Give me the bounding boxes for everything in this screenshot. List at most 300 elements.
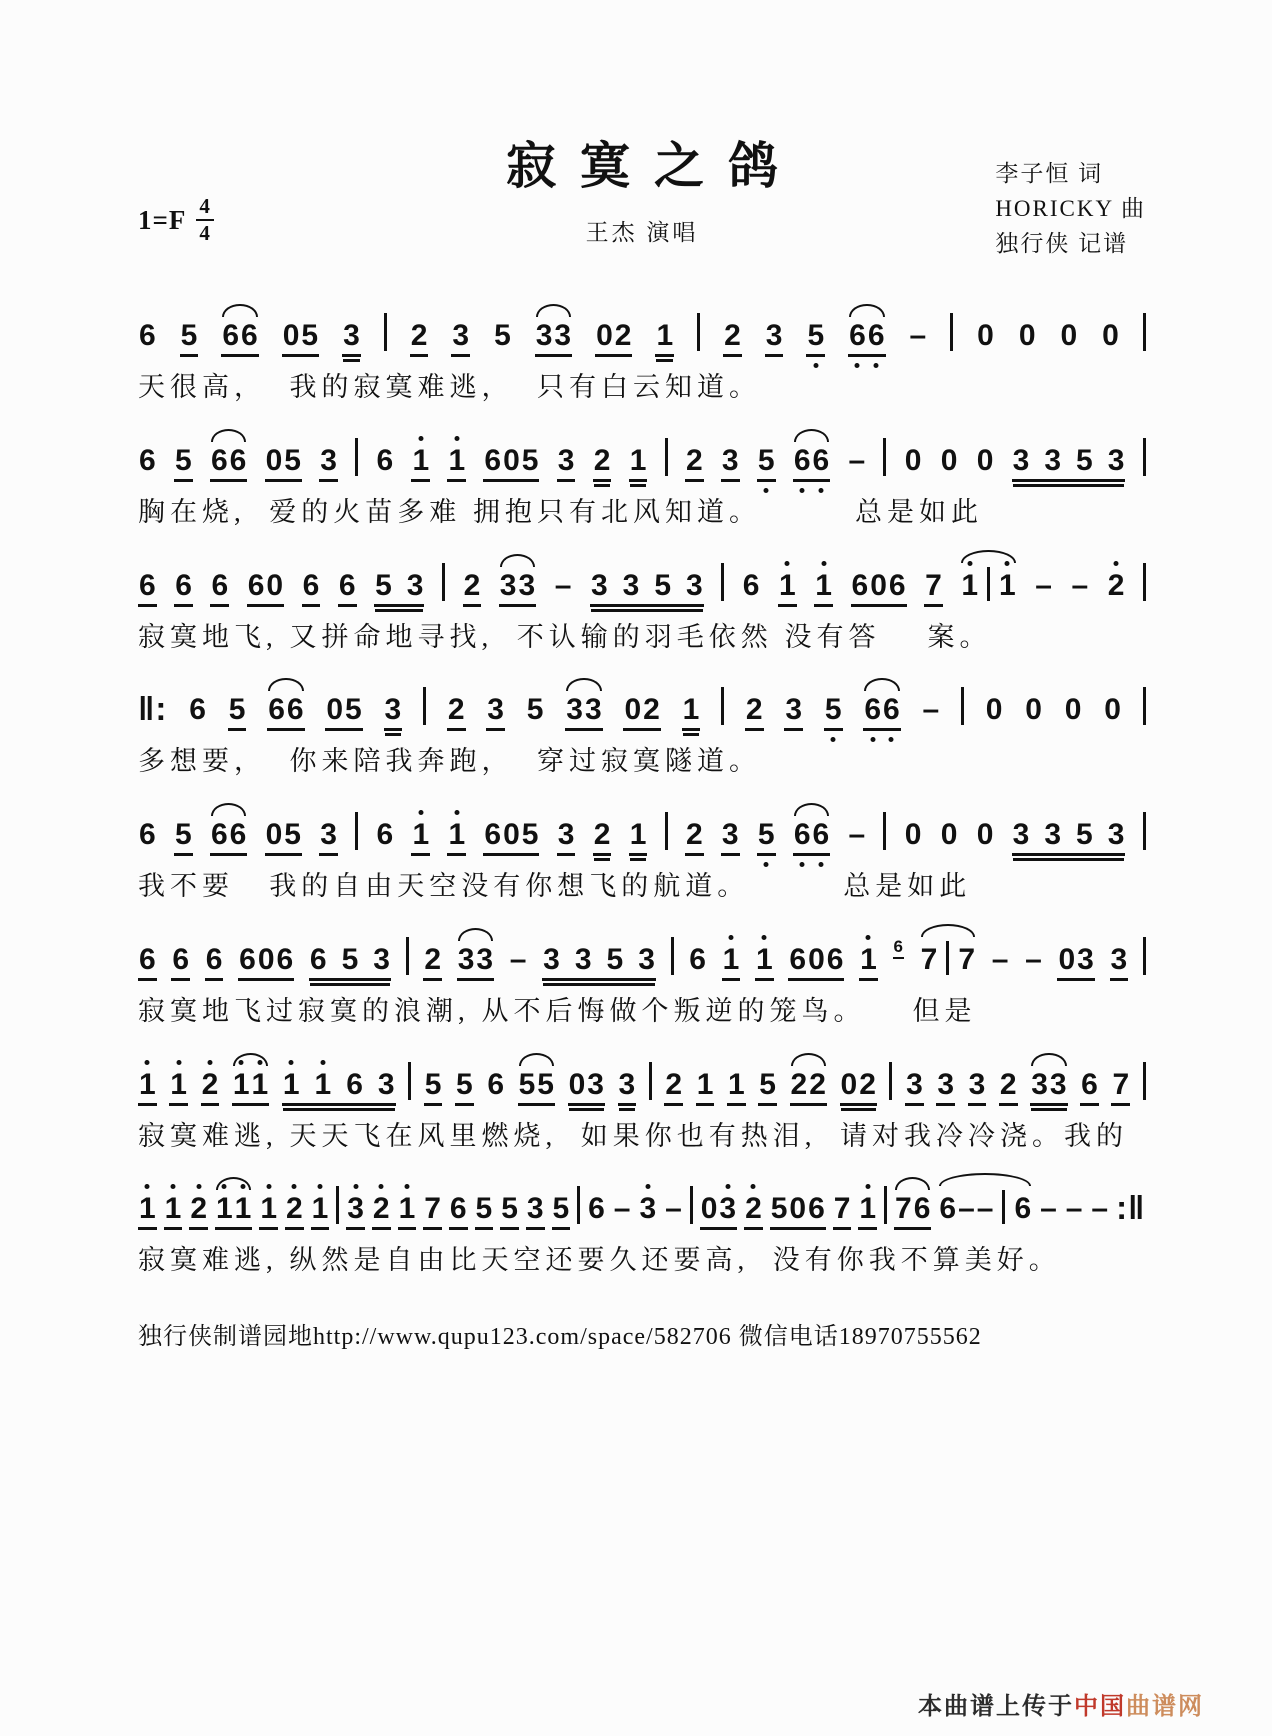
note-group bbox=[924, 568, 943, 602]
note-group bbox=[1110, 942, 1129, 976]
note-digit: 0 bbox=[1018, 319, 1036, 352]
watermark-segment: 本曲谱上传于 bbox=[918, 1694, 1074, 1720]
duration-dash: – bbox=[1091, 1192, 1109, 1226]
note-group bbox=[164, 1194, 183, 1224]
note-digit: 0 bbox=[976, 818, 994, 851]
note-digit: 1 bbox=[234, 1194, 253, 1224]
octave-dot-low bbox=[764, 488, 769, 493]
note-digit: 3 bbox=[1107, 443, 1125, 477]
octave-dot-high bbox=[418, 810, 423, 815]
octave-dot-high bbox=[257, 1060, 262, 1065]
watermark-segment: 曲谱网 bbox=[1126, 1694, 1204, 1720]
barline bbox=[406, 937, 409, 975]
note-group bbox=[221, 321, 258, 351]
note-digit: 5 bbox=[654, 568, 672, 602]
notes-row bbox=[138, 1054, 1146, 1100]
note-digit: 2 bbox=[372, 1194, 391, 1224]
note-group bbox=[169, 1067, 188, 1101]
octave-dot-high bbox=[176, 1060, 181, 1065]
note-group bbox=[1065, 1194, 1084, 1224]
note-digit: 2 bbox=[745, 693, 763, 727]
note-group bbox=[486, 1067, 505, 1101]
note-digit: 1 bbox=[398, 1194, 417, 1224]
octave-dot-low bbox=[870, 737, 875, 742]
note-group bbox=[590, 568, 704, 602]
note-digit: 0 bbox=[904, 443, 922, 477]
note-group bbox=[447, 820, 466, 850]
time-signature-numerator: 4 bbox=[196, 196, 214, 221]
note-group bbox=[905, 1067, 924, 1101]
note-digit: 5 bbox=[456, 1067, 473, 1101]
note-group bbox=[189, 1194, 208, 1224]
note-group bbox=[210, 443, 247, 477]
duration-dash: – bbox=[848, 818, 866, 851]
tie-arc bbox=[211, 803, 246, 816]
note-group bbox=[411, 820, 430, 850]
octave-dot-high bbox=[379, 1184, 384, 1189]
note-digit: 3 bbox=[557, 818, 575, 851]
duration-dash: – bbox=[509, 942, 527, 976]
octave-dot-high bbox=[762, 935, 767, 940]
note-group bbox=[848, 820, 867, 850]
note-digit: 3 bbox=[765, 319, 783, 352]
note-digit: 2 bbox=[685, 818, 703, 851]
note-group bbox=[463, 568, 482, 602]
note-digit: 6 bbox=[139, 319, 156, 352]
note-digit: 3 bbox=[1012, 818, 1030, 851]
note-group bbox=[455, 1067, 474, 1101]
note-group bbox=[247, 568, 284, 602]
note-digit: 6 bbox=[851, 568, 869, 602]
note-digit: 6 bbox=[222, 319, 240, 352]
note-digit: 1 bbox=[411, 446, 430, 476]
score-line-1 bbox=[138, 305, 1146, 405]
note-group bbox=[423, 1194, 442, 1224]
note-digit: 2 bbox=[593, 443, 611, 477]
octave-dot-high bbox=[239, 1060, 244, 1065]
note-digit: 5 bbox=[552, 1192, 570, 1226]
note-digit: 0 bbox=[265, 818, 283, 851]
note-digit: 5 bbox=[424, 1067, 442, 1101]
note-digit: 6 bbox=[268, 693, 285, 727]
note-group bbox=[848, 321, 885, 351]
note-group bbox=[1024, 695, 1043, 725]
note-digit: 1 bbox=[215, 1194, 234, 1224]
note-group bbox=[744, 1194, 763, 1224]
note-group bbox=[210, 820, 247, 850]
note-group bbox=[960, 567, 1016, 601]
note-group bbox=[593, 443, 612, 477]
note-digit: 3 bbox=[590, 568, 608, 602]
note-group bbox=[174, 568, 193, 602]
barline bbox=[384, 313, 387, 351]
octave-dot-low bbox=[813, 363, 818, 368]
tie-arc bbox=[500, 554, 535, 567]
barline bbox=[987, 567, 990, 601]
note-digit: 3 bbox=[535, 319, 553, 352]
note-group bbox=[904, 443, 923, 477]
note-digit: 5 bbox=[770, 1192, 788, 1226]
note-digit: 7 bbox=[895, 1192, 912, 1226]
note-group bbox=[688, 942, 707, 976]
note-digit: 2 bbox=[643, 693, 660, 727]
note-group bbox=[940, 820, 959, 850]
note-group bbox=[259, 1194, 278, 1224]
octave-dot-high bbox=[1005, 561, 1010, 566]
note-digit: 1 bbox=[169, 1070, 188, 1100]
score-line-3 bbox=[138, 555, 1146, 655]
note-digit: 6 bbox=[338, 568, 356, 602]
note-digit: 0 bbox=[282, 319, 300, 352]
note-digit: 6 bbox=[175, 568, 192, 602]
note-group bbox=[500, 1194, 519, 1224]
note-digit: 0 bbox=[977, 319, 994, 352]
note-digit: 0 bbox=[568, 1067, 586, 1101]
note-digit: 5 bbox=[757, 446, 776, 476]
key-time-signature bbox=[138, 196, 214, 244]
note-group bbox=[1018, 321, 1037, 351]
note-digit: 0 bbox=[1104, 693, 1121, 727]
page-content bbox=[138, 0, 1146, 1351]
note-group bbox=[1107, 568, 1126, 602]
note-digit: 0 bbox=[700, 1192, 718, 1226]
score-line-4 bbox=[138, 679, 1146, 779]
octave-dot-high bbox=[222, 1184, 227, 1189]
note-digit: 5 bbox=[606, 942, 624, 976]
note-digit: 3 bbox=[584, 693, 602, 727]
note-group bbox=[758, 1067, 777, 1101]
note-digit: 6 bbox=[808, 1192, 825, 1226]
tie-arc bbox=[566, 678, 601, 691]
note-group bbox=[685, 820, 704, 850]
note-digit: 6 bbox=[848, 321, 867, 351]
note-digit: 3 bbox=[968, 1067, 986, 1101]
barline bbox=[649, 1062, 652, 1100]
barline bbox=[950, 313, 953, 351]
time-signature bbox=[196, 196, 214, 244]
note-digit: 0 bbox=[904, 818, 922, 851]
note-digit: 6 bbox=[210, 443, 228, 477]
note-digit: 6 bbox=[139, 568, 156, 602]
note-digit: 6 bbox=[139, 818, 156, 851]
note-group bbox=[138, 321, 157, 351]
note-group bbox=[814, 568, 833, 602]
note-digit: 6 bbox=[484, 818, 502, 851]
note-digit: 3 bbox=[721, 818, 739, 851]
note-group bbox=[685, 443, 704, 477]
barline bbox=[336, 1186, 339, 1224]
note-group bbox=[411, 443, 430, 477]
note-digit: 0 bbox=[257, 942, 275, 976]
note-group bbox=[863, 695, 900, 725]
note-digit: 3 bbox=[543, 942, 560, 976]
note-group bbox=[424, 1067, 443, 1101]
grace-note: 6 bbox=[893, 937, 904, 959]
note-digit: 3 bbox=[320, 443, 337, 477]
note-group bbox=[483, 820, 539, 850]
note-group bbox=[499, 568, 536, 602]
octave-dot-low bbox=[818, 862, 823, 867]
tie-arc bbox=[791, 1053, 826, 1066]
lyrics-line: 寂寞地飞, 又拼命地寻找, 不认输的羽毛依然 没有答 案。 bbox=[138, 621, 992, 652]
note-digit: 2 bbox=[809, 1067, 826, 1101]
note-group bbox=[833, 1194, 852, 1224]
note-digit: 0 bbox=[1060, 319, 1078, 352]
note-group bbox=[342, 321, 361, 351]
note-digit: 6 bbox=[286, 693, 304, 727]
note-group bbox=[1080, 1067, 1099, 1101]
note-group bbox=[1012, 443, 1126, 477]
barline bbox=[889, 1062, 892, 1100]
octave-dot-high bbox=[866, 935, 871, 940]
note-group bbox=[174, 820, 193, 850]
note-group bbox=[1103, 695, 1122, 725]
note-group bbox=[700, 1194, 737, 1224]
note-digit: 0 bbox=[326, 693, 344, 727]
note-group bbox=[302, 568, 321, 602]
note-digit: 2 bbox=[614, 319, 632, 352]
notes-row bbox=[138, 555, 1146, 601]
notes-row bbox=[138, 305, 1146, 351]
tie-arc bbox=[895, 1177, 930, 1190]
note-group bbox=[778, 568, 797, 602]
note-group bbox=[535, 321, 572, 351]
note-group bbox=[282, 321, 319, 351]
tie-arc bbox=[211, 429, 246, 442]
note-group bbox=[447, 443, 466, 477]
barline bbox=[690, 1186, 693, 1224]
note-group bbox=[138, 1194, 157, 1224]
barline bbox=[442, 563, 445, 601]
note-digit: 3 bbox=[937, 1067, 955, 1101]
barline bbox=[355, 812, 358, 850]
barline bbox=[665, 438, 668, 476]
note-digit: 3 bbox=[785, 693, 803, 727]
note-digit: 7 bbox=[925, 568, 942, 602]
note-digit: 3 bbox=[384, 693, 402, 727]
tie-arc bbox=[222, 304, 257, 317]
note-digit: 0 bbox=[870, 568, 887, 602]
note-digit: 6 bbox=[189, 693, 206, 727]
tie-arc bbox=[794, 803, 829, 816]
note-digit: 3 bbox=[1044, 818, 1062, 851]
note-group bbox=[447, 695, 466, 725]
note-digit: 3 bbox=[526, 1192, 544, 1226]
note-digit: 6 bbox=[867, 321, 886, 351]
note-digit: 3 bbox=[906, 1067, 923, 1101]
note-digit: 3 bbox=[638, 942, 655, 976]
notes-row bbox=[138, 929, 1146, 975]
note-digit: 2 bbox=[447, 693, 465, 727]
note-group bbox=[475, 1194, 494, 1224]
note-digit: 5 bbox=[174, 818, 192, 851]
credits bbox=[995, 156, 1146, 261]
note-digit: 6 bbox=[812, 820, 831, 850]
note-group bbox=[138, 568, 157, 602]
note-digit: 2 bbox=[463, 568, 481, 602]
note-group bbox=[938, 1190, 1032, 1224]
note-group bbox=[1064, 695, 1083, 725]
note-group bbox=[138, 942, 157, 976]
note-digit: 6 bbox=[276, 942, 294, 976]
note-group bbox=[985, 695, 1004, 725]
note-digit: 6 bbox=[793, 820, 812, 850]
note-digit: 6 bbox=[484, 443, 502, 477]
note-group bbox=[325, 695, 362, 725]
note-group bbox=[595, 321, 632, 351]
note-digit: 3 bbox=[557, 443, 575, 477]
barline bbox=[883, 438, 886, 476]
watermark-segment: 中国 bbox=[1074, 1694, 1126, 1720]
note-digit: 2 bbox=[285, 1194, 304, 1224]
note-digit: 3 bbox=[1049, 1067, 1067, 1101]
note-group bbox=[618, 1067, 637, 1101]
note-digit: 5 bbox=[537, 1067, 554, 1101]
octave-dot-high bbox=[404, 1184, 409, 1189]
note-group bbox=[174, 443, 193, 477]
barline bbox=[1143, 937, 1146, 975]
note-digit: 6 bbox=[1081, 1067, 1098, 1101]
note-group bbox=[755, 942, 774, 976]
note-group bbox=[483, 443, 539, 477]
note-group bbox=[311, 1194, 330, 1224]
octave-dot-high bbox=[241, 1184, 246, 1189]
duration-dash: – bbox=[1065, 1192, 1083, 1226]
note-group bbox=[1090, 1194, 1109, 1224]
note-group bbox=[493, 321, 512, 351]
note-group bbox=[138, 820, 157, 850]
barline bbox=[408, 1062, 411, 1100]
note-group bbox=[1039, 1194, 1058, 1224]
note-digit: 1 bbox=[859, 945, 878, 975]
note-digit: 6 bbox=[139, 942, 156, 976]
barline bbox=[721, 563, 724, 601]
lyrics-line: 寂寞难逃, 纵然是自由比天空还要久还要高, 没有你我不算美好。 bbox=[138, 1245, 1061, 1276]
note-digit: 6 bbox=[826, 942, 844, 976]
note-digit: 1 bbox=[814, 571, 833, 601]
note-digit: 3 bbox=[1077, 942, 1094, 976]
note-digit: 0 bbox=[503, 818, 520, 851]
note-group bbox=[727, 1067, 746, 1101]
note-digit: 5 bbox=[806, 321, 825, 351]
octave-dot-high bbox=[317, 1184, 322, 1189]
note-digit: 5 bbox=[494, 319, 511, 352]
note-digit: 5 bbox=[757, 820, 776, 850]
note-group bbox=[1059, 321, 1078, 351]
note-group bbox=[587, 1194, 606, 1224]
octave-dot-high bbox=[728, 935, 733, 940]
note-group bbox=[629, 820, 648, 850]
note-group bbox=[565, 695, 602, 725]
tie-arc bbox=[794, 429, 829, 442]
note-digit: 1 bbox=[411, 820, 430, 850]
note-group bbox=[664, 1194, 683, 1224]
barline bbox=[423, 687, 426, 725]
lyrics-line: 寂寞地飞过寂寞的浪潮, 从不后悔做个叛逆的笼鸟。 但是 bbox=[138, 995, 977, 1026]
note-group bbox=[372, 1194, 391, 1224]
note-group bbox=[723, 321, 742, 351]
note-digit: 3 bbox=[574, 942, 592, 976]
note-digit: 3 bbox=[320, 818, 337, 851]
note-group bbox=[486, 695, 505, 725]
note-group bbox=[552, 1194, 571, 1224]
octave-dot-high bbox=[454, 436, 459, 441]
note-digit: 2 bbox=[685, 443, 703, 477]
note-digit: 0 bbox=[976, 443, 994, 477]
note-group bbox=[509, 942, 528, 976]
key-signature: 1=F bbox=[138, 204, 187, 235]
note-digit: 6 bbox=[309, 942, 327, 976]
note-group bbox=[265, 820, 302, 850]
note-digit: 0 bbox=[1058, 942, 1076, 976]
note-group bbox=[1030, 1067, 1067, 1101]
tie-arc bbox=[233, 1053, 268, 1066]
note-digit: 6 bbox=[239, 942, 256, 976]
octave-dot-low bbox=[818, 488, 823, 493]
note-group bbox=[1057, 942, 1094, 976]
note-group bbox=[790, 1067, 827, 1101]
note-digit: 5 bbox=[228, 693, 246, 727]
note-digit: 1 bbox=[447, 820, 466, 850]
octave-dot-high bbox=[967, 561, 972, 566]
note-group bbox=[338, 568, 357, 602]
note-digit: 0 bbox=[266, 568, 284, 602]
note-group bbox=[851, 568, 907, 602]
score bbox=[138, 305, 1146, 1278]
repeat-end-sign: :‖ bbox=[1116, 1189, 1146, 1227]
note-group bbox=[757, 443, 776, 477]
note-digit: 2 bbox=[189, 1194, 208, 1224]
note-group bbox=[940, 443, 959, 477]
tie-arc bbox=[268, 678, 303, 691]
lyrics-line: 寂寞难逃, 天天飞在风里燃烧, 如果你也有热泪, 请对我冷冷浇。我的 bbox=[138, 1120, 1128, 1151]
octave-dot-low bbox=[889, 737, 894, 742]
note-digit: 3 bbox=[587, 1067, 604, 1101]
tie-arc bbox=[216, 1177, 251, 1190]
note-digit: 1 bbox=[314, 1070, 333, 1100]
note-group bbox=[267, 695, 304, 725]
note-digit: 5 bbox=[518, 1067, 536, 1101]
tie-arc bbox=[1031, 1053, 1066, 1066]
note-digit: 5 bbox=[1076, 818, 1093, 851]
note-group bbox=[1034, 568, 1053, 602]
note-digit: 5 bbox=[284, 443, 301, 477]
note-group bbox=[568, 1067, 605, 1101]
note-digit: 2 bbox=[593, 818, 611, 851]
note-group bbox=[922, 695, 941, 725]
performer: 王杰 演唱 bbox=[585, 220, 699, 245]
note-digit: 3 bbox=[622, 568, 640, 602]
duration-dash: – bbox=[1040, 1192, 1057, 1226]
note-digit: 1 bbox=[727, 1067, 745, 1101]
duration-dash: – bbox=[976, 1192, 994, 1226]
note-digit: 1 bbox=[138, 1070, 157, 1100]
tie-arc bbox=[536, 304, 571, 317]
repeat-start-sign: ‖: bbox=[138, 690, 168, 728]
note-group bbox=[188, 695, 207, 725]
note-digit: 3 bbox=[638, 1194, 657, 1224]
note-digit: 7 bbox=[424, 1192, 441, 1226]
note-digit: 1 bbox=[778, 571, 797, 601]
barline bbox=[883, 812, 886, 850]
site-watermark bbox=[918, 1686, 1238, 1720]
octave-dot-high bbox=[751, 1184, 756, 1189]
note-digit: 1 bbox=[629, 443, 647, 477]
note-group bbox=[765, 321, 784, 351]
note-digit: 6 bbox=[588, 1192, 605, 1226]
barline bbox=[1143, 438, 1146, 476]
note-digit: 3 bbox=[1044, 443, 1062, 477]
